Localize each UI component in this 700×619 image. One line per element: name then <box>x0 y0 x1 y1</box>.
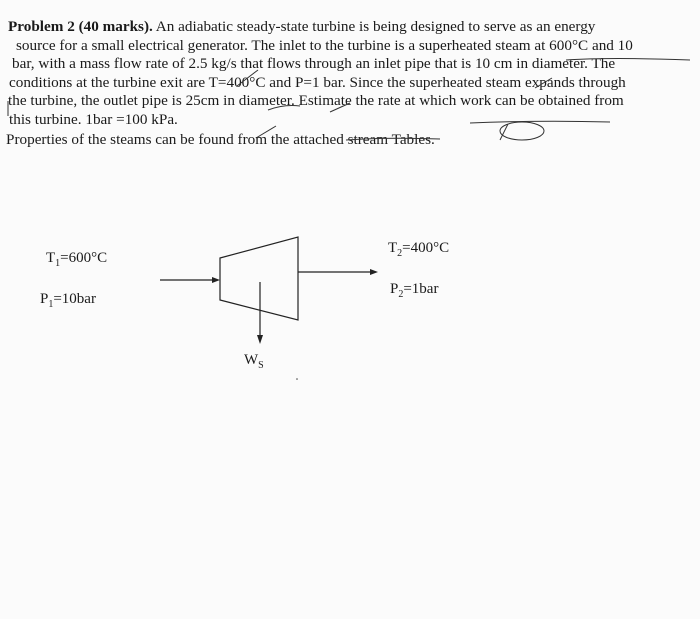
work-subscript: S <box>258 360 264 371</box>
inlet-temp-value: =600°C <box>60 250 108 266</box>
problem-line-6: this turbine. 1bar =100 kPa. <box>9 110 178 128</box>
work-arrow-head <box>257 335 263 344</box>
problem-line-3: bar, with a mass flow rate of 2.5 kg/s that flows through an inlet pipe that is 10 cm in diameter. The <box>12 55 616 72</box>
outlet-temp-subscript: 2 <box>397 248 403 259</box>
problem-line-1-text: An adiabatic steady-state turbine is being designed to serve as an energy <box>152 18 596 35</box>
outlet-press-value: =1bar <box>403 281 439 297</box>
inlet-temperature-label <box>46 250 107 269</box>
inlet-press-value: =10bar <box>53 291 96 307</box>
stray-dot <box>296 378 298 380</box>
shaft-work-label <box>244 352 264 371</box>
properties-note: Properties of the steams can be found from the attached stream Tables. <box>6 131 435 148</box>
outlet-temp-value: =400°C <box>402 240 450 256</box>
inlet-press-subscript: 1 <box>48 299 54 310</box>
inlet-arrow-head <box>212 277 220 283</box>
outlet-temp-symbol: T <box>388 240 398 256</box>
inlet-press-symbol: P <box>40 291 49 307</box>
outlet-press-symbol: P <box>390 281 399 297</box>
problem-line-2: source for a small electrical generator. The inlet to the turbine is a superheated steam at 600°C and 10 <box>16 36 633 54</box>
inlet-temp-symbol: T <box>46 250 56 266</box>
problem-line-4: conditions at the turbine exit are T=400°C and P=1 bar. Since the superheated steam expands through <box>9 73 626 91</box>
outlet-press-subscript: 2 <box>398 289 404 300</box>
problem-heading: Problem 2 (40 marks). <box>8 18 153 35</box>
inlet-temp-subscript: 1 <box>55 258 61 269</box>
outlet-temperature-label <box>388 240 449 259</box>
outlet-arrow-head <box>370 269 378 275</box>
inlet-pressure-label <box>40 291 96 310</box>
work-symbol: W <box>244 352 259 368</box>
outlet-pressure-label <box>390 281 438 300</box>
turbine-body <box>220 237 298 320</box>
problem-line-5: the turbine, the outlet pipe is 25cm in diameter. Estimate the rate at which work can be obtained from <box>8 92 624 109</box>
